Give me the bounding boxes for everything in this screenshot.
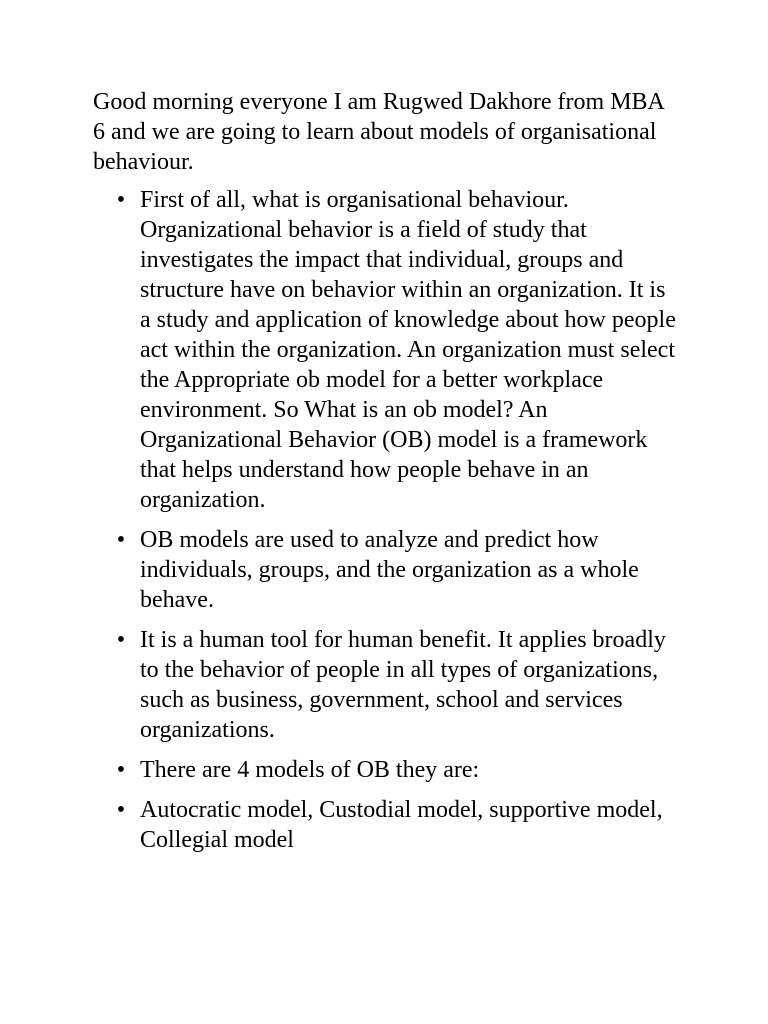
list-item bbox=[93, 185, 678, 515]
list-item-text: Autocratic model, Custodial model, supportive model, Collegial model bbox=[140, 797, 663, 853]
intro-paragraph: Good morning everyone I am Rugwed Dakhore from MBA 6 and we are going to learn about models of organisational behaviour. bbox=[93, 89, 664, 175]
list-item bbox=[93, 795, 678, 855]
list-item bbox=[93, 525, 678, 615]
list-item-text: First of all, what is organisational behaviour. Organizational behavior is a field of study that investigates the impact that individual, groups and structure have on behavior within an organization. It is a study and application of knowledge about how people act within the organization. An organization must select the Appropriate ob model for a better workplace environment. So What is an ob model? An Organizational Behavior (OB) model is a framework that helps understand how people behave in an organization. bbox=[140, 187, 676, 513]
list-item bbox=[93, 755, 678, 785]
bullet-icon: • bbox=[116, 527, 126, 553]
bullet-icon: • bbox=[116, 757, 126, 783]
list-item-text: OB models are used to analyze and predict how individuals, groups, and the organization as a whole behave. bbox=[140, 527, 639, 613]
bullet-icon: • bbox=[116, 797, 126, 823]
bullet-icon: • bbox=[116, 627, 126, 653]
bullet-icon: • bbox=[116, 187, 126, 213]
bullet-list bbox=[93, 185, 678, 855]
list-item bbox=[93, 625, 678, 745]
list-item-text: It is a human tool for human benefit. It applies broadly to the behavior of people in all types of organizations, such as business, government, school and services organizations. bbox=[140, 627, 666, 743]
document-body bbox=[93, 87, 678, 865]
list-item-text: There are 4 models of OB they are: bbox=[140, 757, 480, 783]
